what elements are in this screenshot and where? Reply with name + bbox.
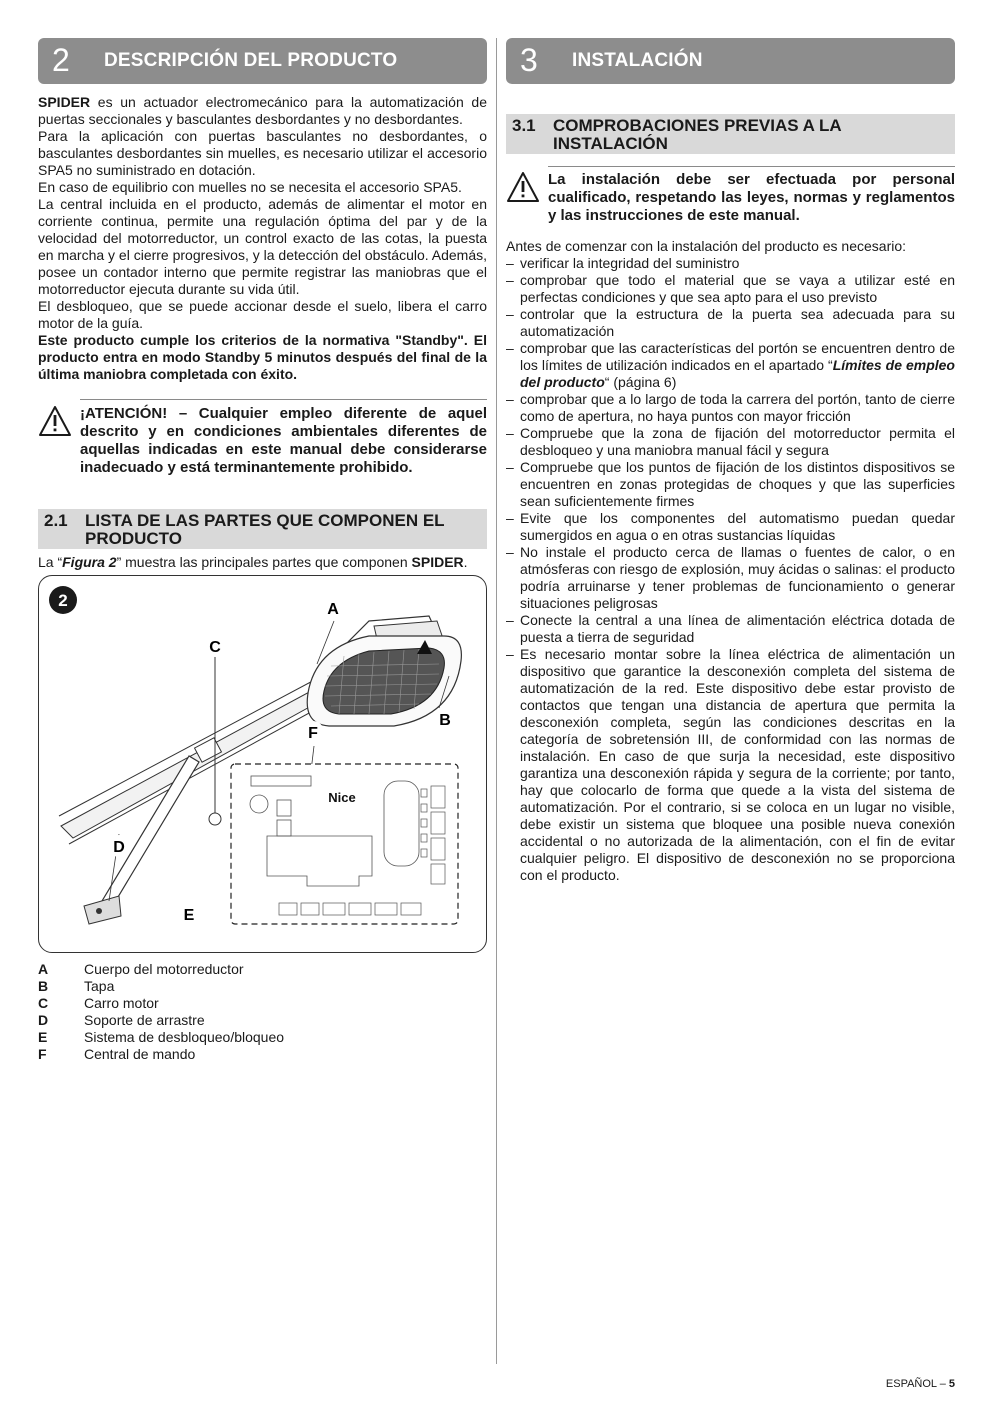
list-item: – Compruebe que los puntos de fijación de los distintos dispositivos se encuentren en zonas protegidas de choques y que las superficies sean suficientemente firmes <box>506 459 955 510</box>
checks-intro: Antes de comenzar con la instalación del producto es necesario: <box>506 238 907 254</box>
list-item: – comprobar que todo el material que se vaya a utilizar esté en perfectas condiciones y que sea apto para el uso previsto <box>506 272 955 306</box>
figref-pre: La “ <box>38 554 63 570</box>
legend-item <box>38 1046 284 1063</box>
paragraph-release: El desbloqueo, que se puede accionar desde el suelo, libera el carro motor de la guía. <box>38 298 487 331</box>
left-column <box>38 94 487 571</box>
figref-mid: ” muestra las principales partes que componen <box>116 554 412 570</box>
footer-language: ESPAÑOL – <box>885 1378 949 1390</box>
list-item: – Evite que los componentes del automatismo puedan quedar sumergidos en agua o en otras sustancias líquidas <box>506 510 955 544</box>
list-item <box>506 340 955 391</box>
item4-pre: comprobar que las características del portón se encuentren dentro de los límites de utilización indicados en el apartado “ <box>520 340 955 373</box>
subsection-number: 3.1 <box>512 116 536 135</box>
legend-key: F <box>38 1046 47 1062</box>
subsection-3-1-header <box>506 114 955 154</box>
product-name: SPIDER <box>38 94 91 110</box>
legend-text: Soporte de arrastre <box>84 1012 205 1028</box>
legend-key: C <box>38 995 49 1011</box>
warning-icon <box>38 405 72 437</box>
subsection-title: COMPROBACIONES PREVIAS A LA INSTALACIÓN <box>553 116 842 153</box>
list-item: – comprobar que a lo largo de toda la carrera del portón, tanto de cierre como de apertura, no haya puntos con mayor fricción <box>506 391 955 425</box>
section-title: DESCRIPCIÓN DEL PRODUCTO <box>104 50 398 71</box>
label-c: C <box>209 639 221 656</box>
label-e: E <box>183 907 195 924</box>
page-number: 5 <box>948 1378 955 1390</box>
paragraph-standby: Este producto cumple los criterios de la normativa "Standby". El producto entra en modo Standby 5 minutos después del final de la última maniobra completada con éxito. <box>38 332 487 382</box>
label-f: F <box>308 725 318 742</box>
legend-item <box>38 995 284 1012</box>
figref-end: . <box>463 554 468 570</box>
figure-reference <box>38 554 487 571</box>
paragraph-central: La central incluida en el producto, además de alimentar el motor en corriente continua, permite una regulación óptima del par y de la velocidad del motorreductor, un control exacto de las cotas, la puesta en marcha y el cierre progresivos, y la detección del obstáculo. Además, posee un contador interno que permite registrar las maniobras que el motorreductor ejecuta durante su vida útil. <box>38 196 488 297</box>
warning-icon <box>506 171 540 203</box>
brand-logo: Nice <box>328 790 356 805</box>
label-b: B <box>439 712 451 729</box>
legend-key: B <box>38 978 49 994</box>
figure-link: Figura 2 <box>62 554 117 570</box>
label-a: A <box>327 601 339 618</box>
legend-item <box>38 1012 284 1029</box>
figure-number: 2 <box>58 591 68 610</box>
section-number: 2 <box>52 42 70 78</box>
warning-block <box>38 405 487 477</box>
figure-legend <box>38 961 284 1063</box>
right-column <box>506 114 955 884</box>
legend-text: Carro motor <box>84 995 159 1011</box>
section-number: 3 <box>520 42 538 78</box>
list-item: – verificar la integridad del suministro <box>506 255 955 272</box>
list-item: – controlar que la estructura de la puerta sea adecuada para su automatización <box>506 306 955 340</box>
label-d: D <box>113 839 125 856</box>
column-divider <box>496 38 497 1364</box>
legend-item <box>38 961 284 978</box>
subsection-2-1-header <box>38 509 487 549</box>
intro-paragraph <box>38 94 487 128</box>
warning-block <box>506 171 955 225</box>
section-3-header <box>506 38 955 84</box>
subsection-title: LISTA DE LAS PARTES QUE COMPONEN EL PRODUCTO <box>85 511 445 548</box>
legend-text: Tapa <box>84 978 115 994</box>
legend-key: D <box>38 1012 49 1028</box>
intro-text: es un actuador electromecánico para la automatización de puertas seccionales y basculantes desbordantes y no desbordantes. <box>38 94 487 127</box>
list-item: – Compruebe que la zona de fijación del motorreductor permita el desbloqueo y una maniobra manual fácil y segura <box>506 425 955 459</box>
legend-key: A <box>38 961 49 977</box>
legend-text: Central de mando <box>84 1046 196 1062</box>
product-illustration <box>39 576 486 952</box>
divider-line <box>548 166 955 167</box>
legend-text: Sistema de desbloqueo/bloqueo <box>84 1029 285 1045</box>
list-item: – No instale el producto cerca de llamas o fuentes de calor, o en atmósferas con riesgo de explosión, muy ácidas o salinas: el producto podría arruinarse y tener problemas de funcionamiento o generar situaciones peligrosas <box>506 544 955 612</box>
legend-key: E <box>38 1029 48 1045</box>
paragraph-spa5: Para la aplicación con puertas basculantes no desbordantes, o basculantes desbordantes sin muelles, es necesario utilizar el accesorio SPA5 no suministrado en dotación. <box>38 128 487 178</box>
paragraph-springs: En caso de equilibrio con muelles no se necesita el accesorio SPA5. <box>38 179 462 195</box>
warning-text: La instalación debe ser efectuada por personal cualificado, respetando las leyes, normas y reglamentos y las instrucciones de este manual. <box>548 171 955 224</box>
section-title: INSTALACIÓN <box>572 50 703 71</box>
figure-2 <box>38 575 487 953</box>
subsection-number: 2.1 <box>44 511 68 530</box>
divider-line <box>80 399 487 400</box>
section-2-header <box>38 38 487 84</box>
legend-item <box>38 978 284 995</box>
item4-post: “ (página 6) <box>604 374 677 390</box>
figref-product: SPIDER <box>411 554 464 570</box>
product-description <box>38 94 487 383</box>
legend-item <box>38 1029 284 1046</box>
legend-text: Cuerpo del motorreductor <box>84 961 244 977</box>
list-item: – Conecte la central a una línea de alimentación eléctrica dotada de puesta a tierra de seguridad <box>506 612 955 646</box>
warning-text: ¡ATENCIÓN! – Cualquier empleo diferente de aquel descrito y en condiciones ambientales diferentes de aquellas indicadas en este manual debe considerarse inadecuado y está terminantemente prohibido. <box>80 405 487 476</box>
list-item: – Es necesario montar sobre la línea eléctrica de alimentación un dispositivo que garantice la desconexión completa del sistema de automatización de la red. Este dispositivo debe estar provisto de contactos que tengan una distancia de apertura que permita la desconexión completa, según las condiciones descritas en la categoría de sobretensión III, de conformidad con las normas de instalación. En caso de que surja la necesidad, este dispositivo garantiza una desconexión rápida y segura de la corriente; por tanto, hay que colocarlo de forma que quede a la vista del sistema de automatización. Por el contrario, si se coloca en un lugar no visible, debe existir un sistema que bloquee una posible nueva conexión accidental o no autorizada de la alimentación, con el fin de evitar cualquier peligro. El dispositivo de desconexión no se proporciona con el producto. <box>506 646 955 884</box>
limits-link: Límites de empleo del producto <box>520 357 955 390</box>
page-footer <box>886 1378 955 1390</box>
checks-list <box>506 255 955 884</box>
